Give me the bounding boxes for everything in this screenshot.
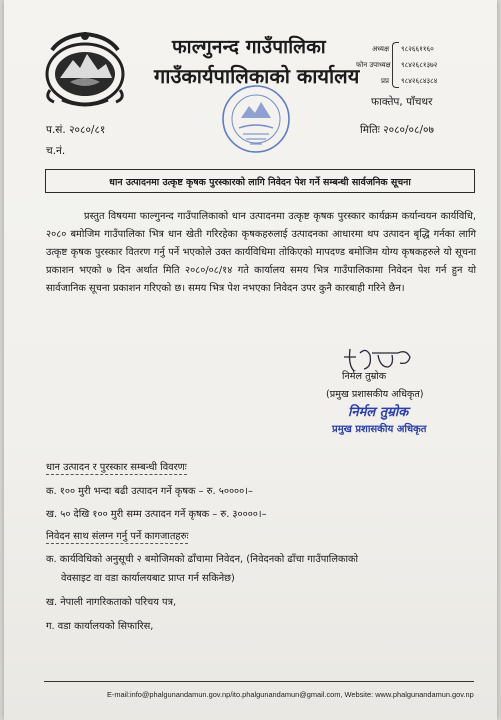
reference-number: प.सं. २०८०/८१ [46,124,106,136]
municipality-name: फाल्गुनन्द गाउँपालिका [172,36,326,58]
nepal-government-emblem-icon [40,30,130,108]
subject-text: धान उत्पादनमा उत्कृष्ट कृषक पुरस्कारको लागि निवेदन पेश गर्ने सम्बन्धी सार्वजनिक सूचना [109,176,411,188]
footer-divider [44,681,474,682]
letter-date: मितिः २०८०/०८/०७ [360,124,434,136]
document-item: ग. वडा कार्यालयको सिफारिस, [46,621,154,632]
notice-subject [45,169,475,193]
award-section-heading: धान उत्पादन र पुरस्कार सम्बन्धी विवरणः [46,462,187,473]
signatory-name: निर्मल तुम्रोक [342,371,387,382]
documents-section-heading: निवेदन साथ संलग्न गर्नु पर्ने कागजातहरुः [46,531,189,542]
signatory-title: (प्रमुख प्रशासकीय अधिकृत) [326,389,424,400]
contact-label: अध्यक्ष [371,45,389,53]
contact-label: फोन उपाध्यक्ष [356,61,391,69]
seal-name: निर्मल तुम्रोक [348,405,409,420]
letter-paper [4,0,497,720]
document-item: क. कार्यविधिको अनुसूची २ बमोजिमको ढाँचामा निवेदन, (निवेदनको ढाँचा गाउँपालिकाको [46,554,359,565]
notice-body [46,208,476,298]
contact-brace [392,42,399,88]
award-item: क. १०० मुरी भन्दा बढी उत्पादन गर्ने कृषक – रु. ५००००।– [46,486,253,497]
contact-number: ९८४२६८१३७२ [401,61,438,69]
office-location: फाक्तेप, पाँचथर [371,96,433,108]
contact-number: ९८२६६११६० [401,45,434,53]
office-name: गाउँकार्यपालिकाको कार्यालय [154,64,360,88]
contact-number: ९८४२६८४३८४ [401,77,438,85]
document-item: ख. नेपाली नागरिकताको परिचय पत्र, [46,597,177,608]
body-paragraph: प्रस्तुत विषयमा फाल्गुनन्द गाउँपालिकाको धान उत्पादनमा उत्कृष्ट कृषक पुरस्कार कार्यक्रम कर्यान्वयन कार्यविधि, २०८० बमोजिम गाउँपालिका भित्र धान खेती गरिरहेका कृषकहरुलाई उत्पादनका आधारमा थप उत्पादन बृद्धि गर्नका लागि उत्कृष्ट कृषक पुरस्कार वितरण गर्नु पर्ने भएकोले उक्त कार्यविधिमा तोकिएको मापदण्ड बमोजिम योग्य कृषकहरुले यो सूचना प्रकाशन भएको ७ दिन अर्थात मिति २०८०/०८/१४ गते कार्यालय समय भित्र गाउँपालिकामा निवेदन पेश गर्न हुन यो सार्वजानिक सूचना प्रकाशन गरिएको छ। समय भित्र पेश नभएका निवेदन उपर कुनै कारबाही गरिने छैन। [46,211,476,294]
document-item: वेवसाइट वा वडा कार्यालयबाट प्राप्त गर्न सकिनेछ) [61,573,235,584]
dispatch-number: च.नं. [46,145,66,157]
contact-label: प्रप्र [381,77,389,85]
contact-numbers [356,41,437,89]
office-stamp-icon [219,82,293,156]
seal-title: प्रमुख प्रशासकीय अधिकृत [332,424,427,435]
award-item: ख. ५० देखि १०० मुरी सम्म उत्पादन गर्ने कृषक – रु. ३००००।– [46,509,267,520]
footer-contact: E-mail:info@phalgunandamun.gov.np/ito.phalgunandamun@gmail.com, Website: www.phalgunandamun.gov.np [107,690,474,699]
